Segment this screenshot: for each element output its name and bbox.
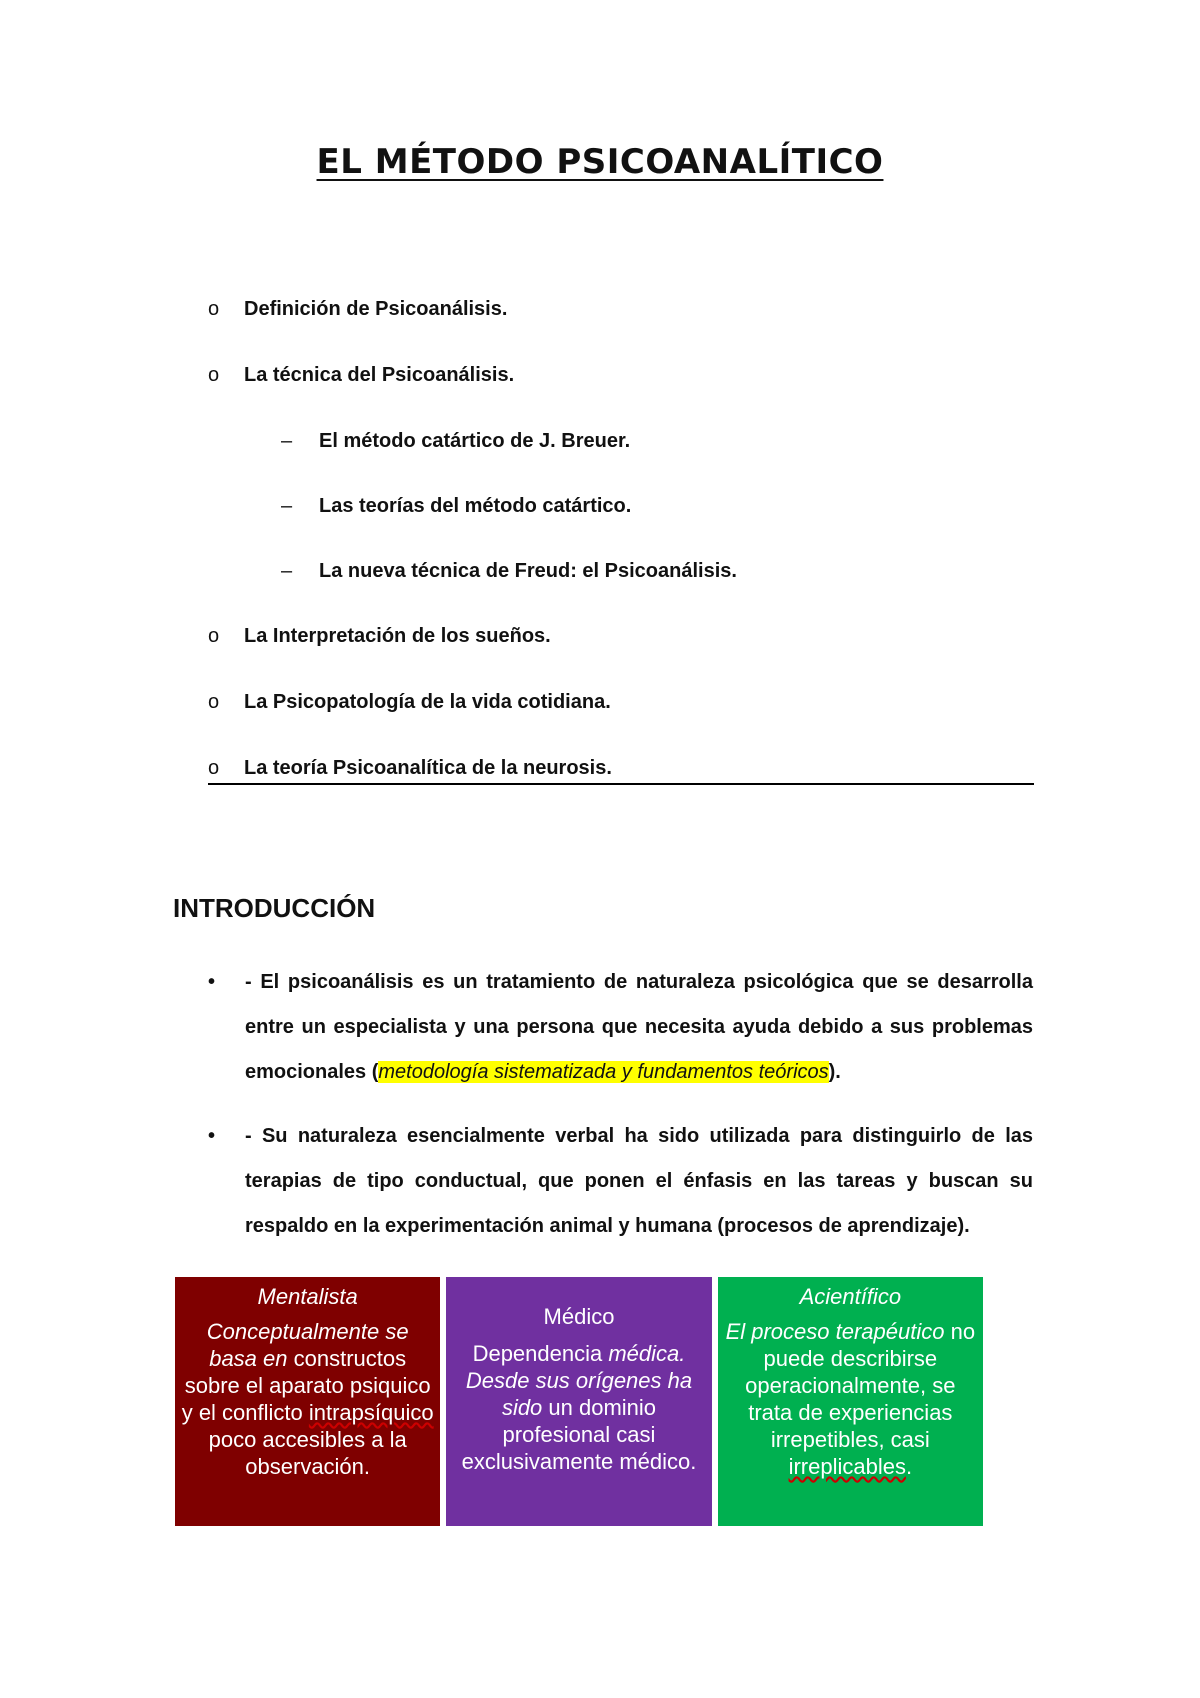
box-heading: Acientífico <box>799 1284 902 1309</box>
intro-paragraph-1 <box>245 960 1033 1095</box>
paragraph-text-end: ). <box>828 1061 841 1083</box>
document-title: EL MÉTODO PSICOANALÍTICO <box>316 142 884 182</box>
box-text: poco accesibles a la observación. <box>208 1427 407 1479</box>
box-italic-text: Conceptualmente se basa en <box>206 1319 409 1371</box>
paragraph-bullet: • <box>208 971 216 993</box>
box-spellcheck-text: irreplicables <box>788 1454 906 1479</box>
toc-bullet: o <box>208 757 220 779</box>
box-body <box>452 1340 705 1475</box>
box-medico <box>446 1277 711 1526</box>
box-spellcheck-text: intrapsíquico <box>308 1400 434 1425</box>
toc-dash: – <box>281 495 293 517</box>
box-text: . <box>905 1454 913 1479</box>
toc-text: Definición de Psicoanálisis. <box>244 298 508 320</box>
intro-paragraph-2: - Su naturaleza esencialmente verbal ha sido utilizada para distinguirlo de las terapias de tipo conductual, que ponen el énfasis en las tareas y buscan su respaldo en la experimentación animal y humana (procesos de aprendizaje). <box>245 1125 1033 1237</box>
box-text: psiquico <box>349 1373 431 1398</box>
toc-bullet: o <box>208 625 220 647</box>
box-text: y el conflicto <box>181 1400 309 1425</box>
box-heading: Médico <box>543 1304 615 1329</box>
box-italic-text: El proceso terapéutico <box>725 1319 945 1344</box>
highlighted-text: metodología sistematizada y fundamentos teóricos <box>378 1061 829 1083</box>
box-body <box>181 1318 434 1480</box>
paragraph-bullet: • <box>208 1125 216 1147</box>
toc-text: Las teorías del método catártico. <box>319 495 632 517</box>
section-heading-introduccion: INTRODUCCIÓN <box>173 893 376 923</box>
box-heading: Mentalista <box>257 1284 358 1309</box>
toc-dash: – <box>281 560 293 582</box>
toc-bullet: o <box>208 298 220 320</box>
box-text: constructos sobre el aparato <box>184 1346 407 1398</box>
toc-text: La teoría Psicoanalítica de la neurosis. <box>244 757 612 779</box>
box-text: un dominio profesional casi exclusivamente médico. <box>461 1395 697 1474</box>
box-italic-text: médica. Desde sus orígenes ha sido <box>465 1341 693 1420</box>
box-mentalista <box>175 1277 440 1526</box>
toc-text: La técnica del Psicoanálisis. <box>244 364 515 386</box>
toc-text: La Psicopatología de la vida cotidiana. <box>244 691 611 713</box>
characteristics-boxes <box>175 1277 983 1526</box>
toc-bullet: o <box>208 364 220 386</box>
box-body <box>724 1318 977 1480</box>
toc-bullet: o <box>208 691 220 713</box>
paragraph-text: - El psicoanálisis es un tratamiento de naturaleza psicológica que se desarrolla entre un especialista y una persona que necesita ayuda debido a sus problemas emocionales ( <box>245 971 1033 1083</box>
toc-text: El método catártico de J. Breuer. <box>319 430 631 452</box>
toc-text: La Interpretación de los sueños. <box>244 625 551 647</box>
toc-dash: – <box>281 430 293 452</box>
box-text: Dependencia <box>472 1341 609 1366</box>
toc-divider <box>208 783 1034 785</box>
box-acientifico <box>718 1277 983 1526</box>
box-text: no puede describirse operacionalmente, se trata de experiencias irrepetibles, casi <box>745 1319 976 1452</box>
toc-text: La nueva técnica de Freud: el Psicoanálisis. <box>319 560 737 582</box>
